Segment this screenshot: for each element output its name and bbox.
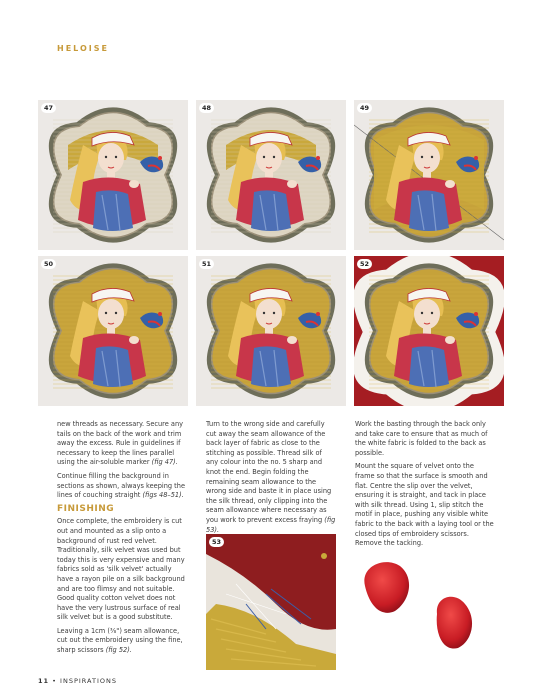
figure-47 (38, 100, 188, 250)
section-heading: FINISHING (57, 503, 115, 514)
figure-number: 52 (357, 259, 372, 269)
page-footer (38, 677, 117, 685)
figure-52 (354, 256, 504, 406)
text-column-2 (206, 420, 336, 539)
figure-number: 47 (41, 103, 56, 113)
paragraph: Leaving a 1cm (⅜") seam allowance, cut out the embroidery using the fine, sharp scissors (fig 52). (57, 626, 183, 655)
figure-number: 49 (357, 103, 372, 113)
paragraph: new threads as necessary. Secure any tails on the back of the work and trim away the excess. Rule in guidelines if necessary to keep the lines parallel using the air-soluble marker (fig 47). (57, 420, 184, 467)
figure-49 (354, 100, 504, 250)
figure-48 (196, 100, 346, 250)
figure-50 (38, 256, 188, 406)
text-column-1 (57, 420, 187, 660)
figure-53 (206, 534, 336, 670)
paragraph: Mount the square of velvet onto the frame so that the surface is smooth and flat. Centre the slip over the velvet, ensuring it is straight, and tack in place with silk thread. Using 1, slip stitch the motif in place, pushing any visible white fabric to the back with a laying tool or the closed tips of embroidery scissors. Remove the tacking. (355, 462, 494, 548)
text-column-3 (355, 420, 495, 553)
section-title: HELOISE (57, 44, 109, 53)
figure-number: 53 (209, 537, 224, 547)
figure-51 (196, 256, 346, 406)
paragraph: Continue filling the background in sections as shown, always keeping the lines of couching straight (figs 48–51). (57, 471, 185, 500)
figure-number: 51 (199, 259, 214, 269)
separator: • (52, 677, 57, 685)
page-number: 11 (38, 677, 50, 685)
paragraph: Work the basting through the back only and take care to ensure that as much of the white fabric is folded to the back as possible. (355, 420, 488, 457)
rose-petals-decoration (355, 556, 495, 666)
magazine-name: INSPIRATIONS (60, 677, 117, 685)
paragraph: Turn to the wrong side and carefully cut away the seam allowance of the back layer of fabric as close to the stitching as possible. Thread silk of any colour into the no. 5 sharp and knot the end. Begin folding the remaining seam allowance to the wrong side and baste it in place using the silk thread, only clipping into the seam allowance where necessary as you work to prevent excess fraying (fig 53). (206, 420, 336, 534)
figure-number: 48 (199, 103, 214, 113)
paragraph: Once complete, the embroidery is cut out and mounted as a slip onto a background of rust red velvet. Traditionally, silk velvet was used but today this is very expensive and many fabrics sold as 'silk velvet' actually have a rayon pile on a silk background and are too flimsy and not suitable. Good quality cotton velvet does not have the very lustrous surface of real silk velvet but is a good substitute. (57, 517, 185, 622)
figure-number: 50 (41, 259, 56, 269)
